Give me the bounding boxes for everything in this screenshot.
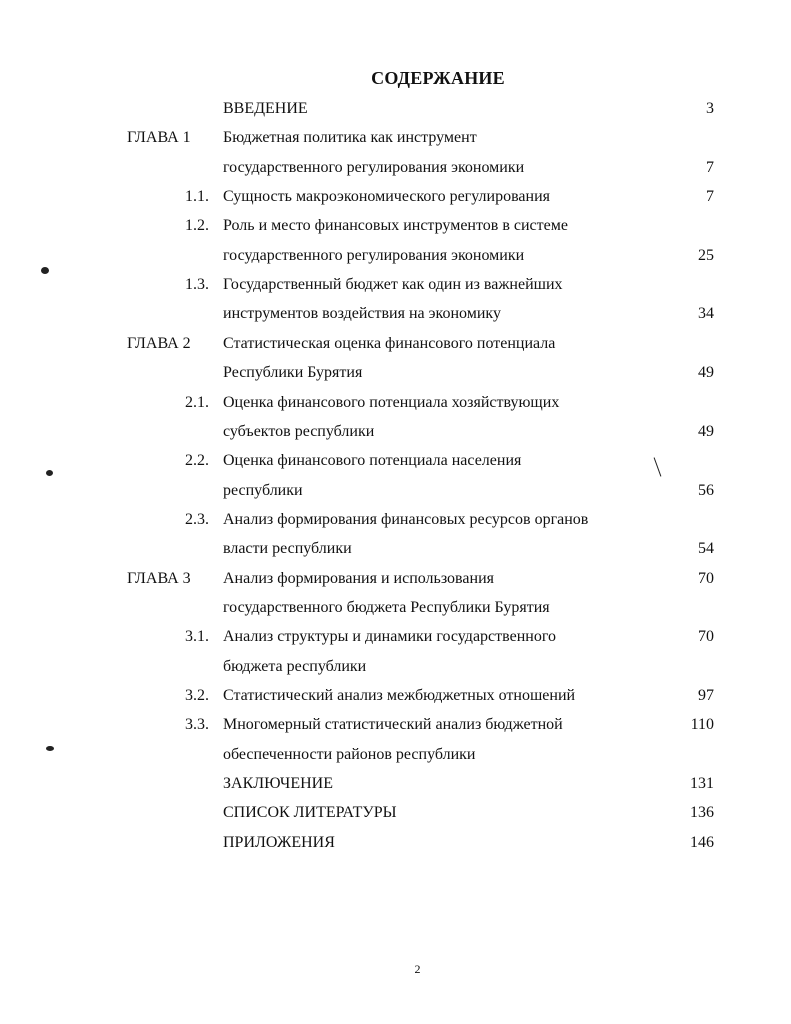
- toc-entry-text: субъектов республики: [223, 423, 375, 440]
- toc-entry-text: ПРИЛОЖЕНИЯ: [223, 834, 335, 851]
- toc-line: [0, 94, 791, 123]
- toc-entry-text: Республики Бурятия: [223, 364, 363, 381]
- toc-label: 3.3.: [185, 716, 209, 733]
- toc-line: [0, 388, 791, 417]
- toc-entry-text: Сущность макроэкономического регулирования: [223, 188, 551, 205]
- toc-entry-text: Анализ формирования и использования: [223, 570, 494, 587]
- toc-entry-text: Многомерный статистический анализ бюджетной: [223, 716, 563, 733]
- toc-page-number: 70: [698, 628, 714, 645]
- toc-entry-text: Государственный бюджет как один из важнейших: [223, 276, 563, 293]
- toc-page-number: 131: [690, 775, 714, 792]
- toc-label: 3.2.: [185, 687, 209, 704]
- toc-entry-text: инструментов воздействия на экономику: [223, 305, 501, 322]
- toc-entry-text: власти республики: [223, 540, 352, 557]
- toc-page-number: 110: [690, 716, 714, 733]
- toc-entry-text: обеспеченности районов республики: [223, 746, 476, 763]
- toc-page-number: 25: [698, 247, 714, 264]
- toc-line: [0, 270, 791, 299]
- toc-page-number: 7: [706, 188, 714, 205]
- toc-page-number: 49: [698, 423, 714, 440]
- toc-page-number: 49: [698, 364, 714, 381]
- page-number: 2: [414, 962, 421, 976]
- toc-entry-text: ВВЕДЕНИЕ: [223, 100, 308, 117]
- toc-line: [0, 740, 791, 769]
- toc-line: [0, 534, 791, 563]
- toc-entry-text: Статистический анализ межбюджетных отношений: [223, 687, 576, 704]
- toc-line: [0, 710, 791, 739]
- toc-line: [0, 622, 791, 651]
- toc-entry-text: государственного регулирования экономики: [223, 247, 525, 264]
- toc-line: [0, 564, 791, 593]
- toc-entry-text: СПИСОК ЛИТЕРАТУРЫ: [223, 804, 397, 821]
- toc-label: 1.3.: [185, 276, 209, 293]
- toc-page-number: 136: [690, 804, 714, 821]
- toc-entry-text: государственного бюджета Республики Бурятия: [223, 599, 550, 616]
- toc-label: 3.1.: [185, 628, 209, 645]
- toc-page-number: 56: [698, 482, 714, 499]
- toc-label: 2.3.: [185, 511, 209, 528]
- toc-label: ГЛАВА 3: [127, 570, 191, 587]
- toc-label: 1.1.: [185, 188, 209, 205]
- toc-entry-text: бюджета республики: [223, 658, 367, 675]
- scan-speck: [41, 267, 49, 274]
- page-title: СОДЕРЖАНИЕ: [371, 68, 505, 88]
- toc-label: 2.2.: [185, 452, 209, 469]
- toc-line: [0, 798, 791, 827]
- toc-label: ГЛАВА 2: [127, 335, 191, 352]
- toc-line: [0, 241, 791, 270]
- toc-line: [0, 329, 791, 358]
- toc-line: [0, 153, 791, 182]
- toc-line: [0, 652, 791, 681]
- toc-page-number: 54: [698, 540, 714, 557]
- toc-entry-text: республики: [223, 482, 303, 499]
- toc-page-number: 7: [706, 159, 714, 176]
- toc-label: 1.2.: [185, 217, 209, 234]
- toc-line: [0, 123, 791, 152]
- toc-line: [0, 593, 791, 622]
- scan-speck: [46, 746, 54, 751]
- toc-entry-text: Оценка финансового потенциала хозяйствующих: [223, 394, 560, 411]
- toc-entry-text: Анализ структуры и динамики государственного: [223, 628, 556, 645]
- toc-entry-text: Роль и место финансовых инструментов в системе: [223, 217, 568, 234]
- toc-line: [0, 211, 791, 240]
- toc-line: [0, 828, 791, 857]
- toc-entry-text: Статистическая оценка финансового потенциала: [223, 335, 556, 352]
- toc-page-number: 70: [698, 570, 714, 587]
- toc-label: 2.1.: [185, 394, 209, 411]
- toc-line: [0, 505, 791, 534]
- toc-page-number: 146: [690, 834, 714, 851]
- toc-entry-text: государственного регулирования экономики: [223, 159, 525, 176]
- toc-label: ГЛАВА 1: [127, 129, 191, 146]
- toc-line: [0, 476, 791, 505]
- toc-line: [0, 681, 791, 710]
- toc-line: [0, 358, 791, 387]
- toc-page-number: 97: [698, 687, 714, 704]
- toc-entry-text: ЗАКЛЮЧЕНИЕ: [223, 775, 333, 792]
- toc-line: [0, 417, 791, 446]
- scan-speck: [46, 470, 53, 476]
- toc-page-number: 3: [706, 100, 714, 117]
- toc-entry-text: Бюджетная политика как инструмент: [223, 129, 477, 146]
- toc-entry-text: Оценка финансового потенциала населения: [223, 452, 522, 469]
- toc-line: [0, 446, 791, 475]
- toc-line: [0, 182, 791, 211]
- toc-entry-text: Анализ формирования финансовых ресурсов органов: [223, 511, 589, 528]
- toc-line: [0, 769, 791, 798]
- toc-page-number: 34: [698, 305, 714, 322]
- toc-line: [0, 299, 791, 328]
